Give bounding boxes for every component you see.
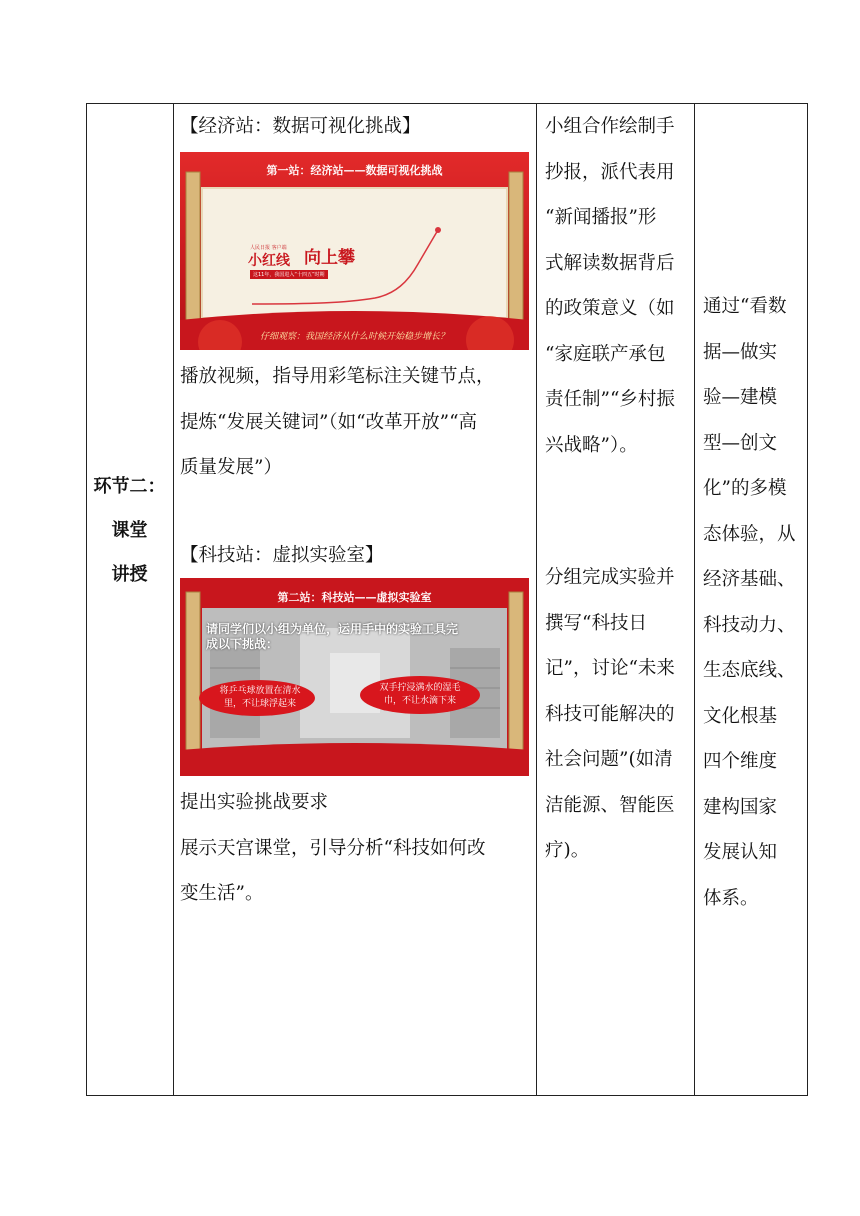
text-line: 撰写“科技日 (545, 612, 647, 634)
text-line: 验—建模 (703, 387, 778, 408)
text-line: 建构国家 (703, 796, 778, 818)
economy-slide-title: 第一站：经济站——数据可视化挑战 (266, 164, 443, 177)
economy-slide-image (180, 152, 529, 350)
text-line: 文化根基 (703, 705, 778, 727)
text-line: 播放视频，指导用彩笔标注关键节点， (180, 366, 495, 387)
text-line: 经济基础、 (703, 569, 796, 590)
text-line: 抄报，派代表用 (545, 161, 675, 183)
text-line: 科技动力、 (703, 614, 796, 636)
text-line: 科技可能解决的 (545, 703, 675, 725)
text-line: 态体验，从 (703, 523, 796, 545)
text-line: 洁能源、智能医 (545, 794, 675, 816)
text-line: 兴战略”）。 (545, 434, 638, 456)
text-line: 的政策意义（如 (545, 298, 675, 319)
design-intent (703, 284, 805, 921)
bubble-line: 巾，不让水滴下来 (383, 696, 456, 706)
text-line: 通过“看数 (703, 296, 787, 317)
text-line: “新闻播报”形 (545, 207, 657, 228)
text-line: 提炼“发展关键词”（如“改革开放”“高 (180, 411, 478, 433)
text-line: 发展认知 (703, 842, 778, 863)
stage-label (86, 465, 173, 597)
column-divider-2 (536, 103, 537, 1096)
text-line: 小组合作绘制手 (545, 116, 675, 137)
text-line: 据—做实 (703, 341, 778, 363)
text-line: 社会问题”(如清 (545, 749, 673, 770)
text-line: 责任制”“乡村振 (545, 389, 675, 410)
stage-label-line: 环节二： (93, 476, 166, 497)
intro-line: 成以下挑战： (206, 637, 279, 651)
tech-slide-intro (206, 622, 458, 652)
text-line: 体系。 (703, 887, 759, 909)
headline-part-b: 向上攀 (304, 248, 355, 268)
challenge-bubble-right (370, 682, 470, 708)
text-line: 分组完成实验并 (545, 567, 675, 588)
student-activity-economy (545, 104, 695, 468)
text-line: 疗)。 (545, 840, 590, 861)
table-top-border (86, 103, 808, 104)
stage-label-line: 课堂 (111, 520, 148, 541)
tech-activity-text (180, 780, 485, 917)
text-line: 展示天宫课堂，引导分析“科技如何改 (180, 837, 486, 859)
stage-label-line: 讲授 (111, 564, 148, 585)
economy-activity-text (180, 354, 495, 491)
intro-line: 请同学们以小组为单位，运用手中的实验工具完 (206, 622, 459, 636)
text-line: 质量发展”） (180, 457, 282, 478)
text-line: 变生活”。 (180, 883, 264, 904)
table-right-border (807, 103, 808, 1096)
tech-heading: 【科技站：虚拟实验室】 (180, 545, 384, 566)
challenge-bubble-left (210, 685, 310, 711)
student-activity-tech (545, 555, 695, 874)
text-line: 四个维度 (703, 751, 778, 772)
text-line: 型—创文 (703, 432, 778, 454)
text-line: 生态底线、 (703, 660, 796, 681)
text-line: 化”的多模 (703, 478, 787, 499)
bubble-line: 双手拧浸满水的湿毛 (379, 683, 461, 693)
bubble-line: 将乒乓球放置在清水 (219, 686, 301, 696)
text-line: “家庭联产承包 (545, 343, 666, 365)
text-line: 记”，讨论“未来 (545, 658, 675, 679)
headline-tag: 这11年，我国进入“十四五”时期 (250, 270, 328, 279)
table-left-border (86, 103, 87, 1096)
tech-slide-title: 第二站：科技站——虚拟实验室 (277, 591, 432, 604)
economy-slide-caption: 仔细观察：我国经济从什么时候开始稳步增长？ (259, 332, 449, 342)
text-line: 提出实验挑战要求 (180, 792, 329, 813)
text-line: 式解读数据背后 (545, 252, 675, 274)
bubble-line: 里，不让球浮起来 (223, 699, 296, 709)
table-bottom-border (86, 1095, 808, 1096)
column-divider-1 (173, 103, 174, 1096)
tech-slide-graphic (180, 578, 529, 776)
economy-heading: 【经济站：数据可视化挑战】 (180, 116, 421, 137)
tech-slide-image (180, 578, 529, 776)
headline-part-a: 小红线 (248, 253, 290, 269)
newspaper-logo: 人民日报 客户端 (250, 245, 287, 251)
